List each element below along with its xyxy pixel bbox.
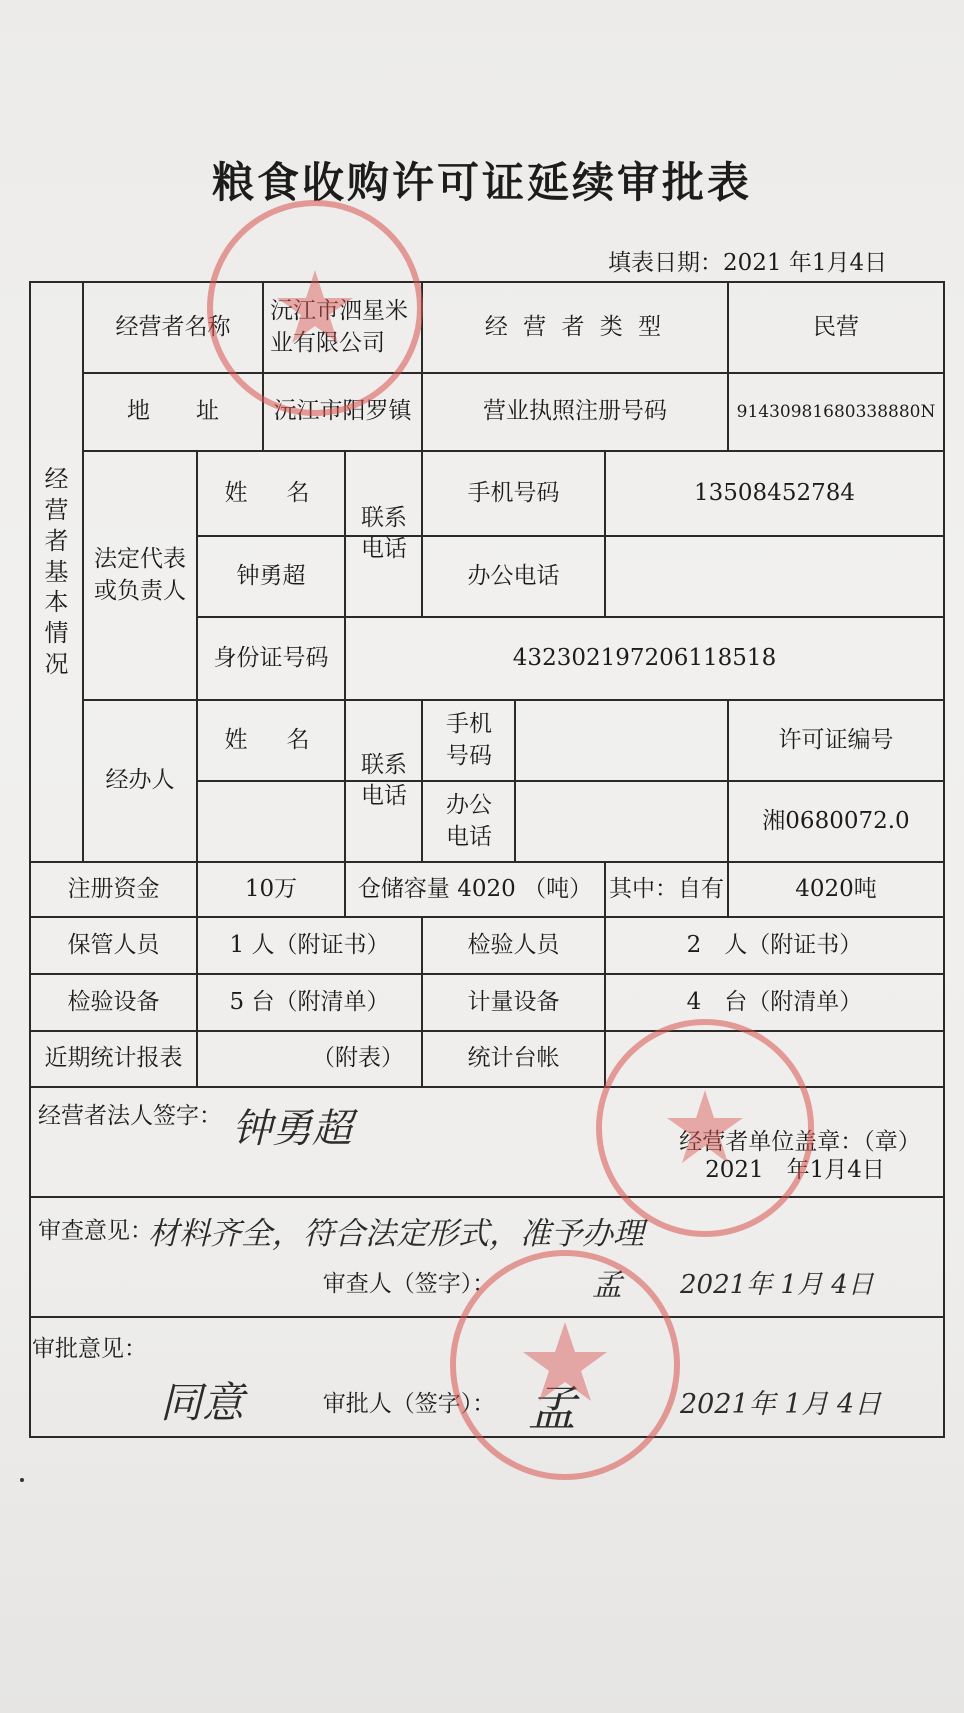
capital-label: 注册资金 <box>67 875 160 902</box>
stats-report-label: 近期统计报表 <box>44 1045 183 1072</box>
inspection-equipment-label: 检验设备 <box>67 988 160 1015</box>
review-opinion-handwriting: 材料齐全，符合法定形式，准予办理 <box>148 1216 644 1252</box>
approver-signature-handwriting: 孟 <box>528 1381 577 1437</box>
legal-rep-mobile-label: 手机号码 <box>467 479 560 506</box>
keeper-label: 保管人员 <box>67 931 160 958</box>
signature-date: 2021 年1月4日 <box>705 1157 885 1184</box>
review-date: 2021年 1月 4日 <box>680 1270 874 1300</box>
form-title: 粮食收购许可证延续审批表 <box>211 158 752 207</box>
section-label-basic-info: 经 营 者 基 本 情 况 <box>44 465 69 678</box>
approval-opinion-label: 审批意见： <box>32 1336 147 1363</box>
reviewer-signature-handwriting: 孟 <box>592 1268 622 1303</box>
storage-capacity: 仓储容量 4020 （吨） <box>357 875 593 902</box>
government-seal-stamp <box>440 1240 690 1490</box>
own-storage-value: 4020吨 <box>795 875 877 902</box>
operator-type-label: 经 营 者 类 型 <box>484 313 666 340</box>
permit-number-label: 许可证编号 <box>778 726 894 753</box>
legal-signature-handwriting: 钟勇超 <box>232 1106 352 1152</box>
stats-report-value: （附表） <box>312 1045 404 1072</box>
legal-rep-label: 法定代表或负责人 <box>94 546 186 604</box>
operator-name-value: 沅江市泗星米业有限公司 <box>270 298 408 356</box>
license-value: 91430981680338880N <box>736 401 936 422</box>
handler-name-label: 姓 名 <box>224 726 318 753</box>
handler-office-label: 办公电话 <box>446 792 492 850</box>
approval-date: 2021年 1月 4日 <box>680 1389 882 1420</box>
address-label: 地 址 <box>127 398 219 425</box>
operator-type-value: 民营 <box>813 313 859 340</box>
legal-rep-id-label: 身份证号码 <box>213 644 329 671</box>
handler-office-value <box>515 781 728 862</box>
measuring-equipment-label: 计量设备 <box>467 988 560 1015</box>
legal-rep-mobile-value: 13508452784 <box>694 479 855 506</box>
legal-rep-name-label: 姓 名 <box>224 479 318 506</box>
handler-contact-label: 联系电话 <box>361 751 407 809</box>
company-seal-top-stamp <box>195 188 435 428</box>
legal-signature-label: 经营者法人签字： <box>38 1103 222 1130</box>
inspector-label: 检验人员 <box>467 931 560 958</box>
handler-mobile-value <box>515 700 728 781</box>
reviewer-signature-label: 审查人（签字）： <box>322 1271 496 1298</box>
operator-name-label: 经营者名称 <box>115 313 231 340</box>
handler-mobile-label: 手机号码 <box>446 711 492 769</box>
legal-rep-name-value: 钟勇超 <box>236 562 306 589</box>
license-label: 营业执照注册号码 <box>483 398 667 425</box>
approval-opinion-handwriting: 同意 <box>160 1378 245 1427</box>
own-storage-label: 其中：自有 <box>609 875 724 902</box>
review-opinion-label: 审查意见： <box>38 1218 153 1245</box>
unit-seal-label: 经营者单位盖章：（章） <box>679 1129 921 1156</box>
legal-rep-contact-label: 联系电话 <box>361 504 407 562</box>
capital-value: 10万 <box>244 875 298 902</box>
measuring-equipment-value: 4 台（附清单） <box>686 988 863 1015</box>
inspector-value: 2 人（附证书） <box>686 931 863 958</box>
handler-label: 经办人 <box>105 767 175 794</box>
paper-mark <box>20 1478 24 1482</box>
approver-signature-label: 审批人（签字）： <box>322 1391 496 1418</box>
company-seal-middle-stamp <box>585 1008 825 1248</box>
fill-date: 填表日期：2021 年1月4日 <box>608 250 888 276</box>
inspection-equipment-value: 5 台（附清单） <box>229 988 390 1015</box>
address-value: 沅江市阳罗镇 <box>273 398 412 425</box>
legal-rep-id-value: 432302197206118518 <box>512 644 777 671</box>
ledger-label: 统计台帐 <box>467 1045 560 1072</box>
keeper-value: 1 人（附证书） <box>229 931 390 958</box>
legal-rep-office-value <box>605 536 944 617</box>
legal-rep-office-label: 办公电话 <box>467 562 560 589</box>
permit-number-value: 湘0680072.0 <box>762 807 910 834</box>
handler-name-value <box>197 781 345 862</box>
